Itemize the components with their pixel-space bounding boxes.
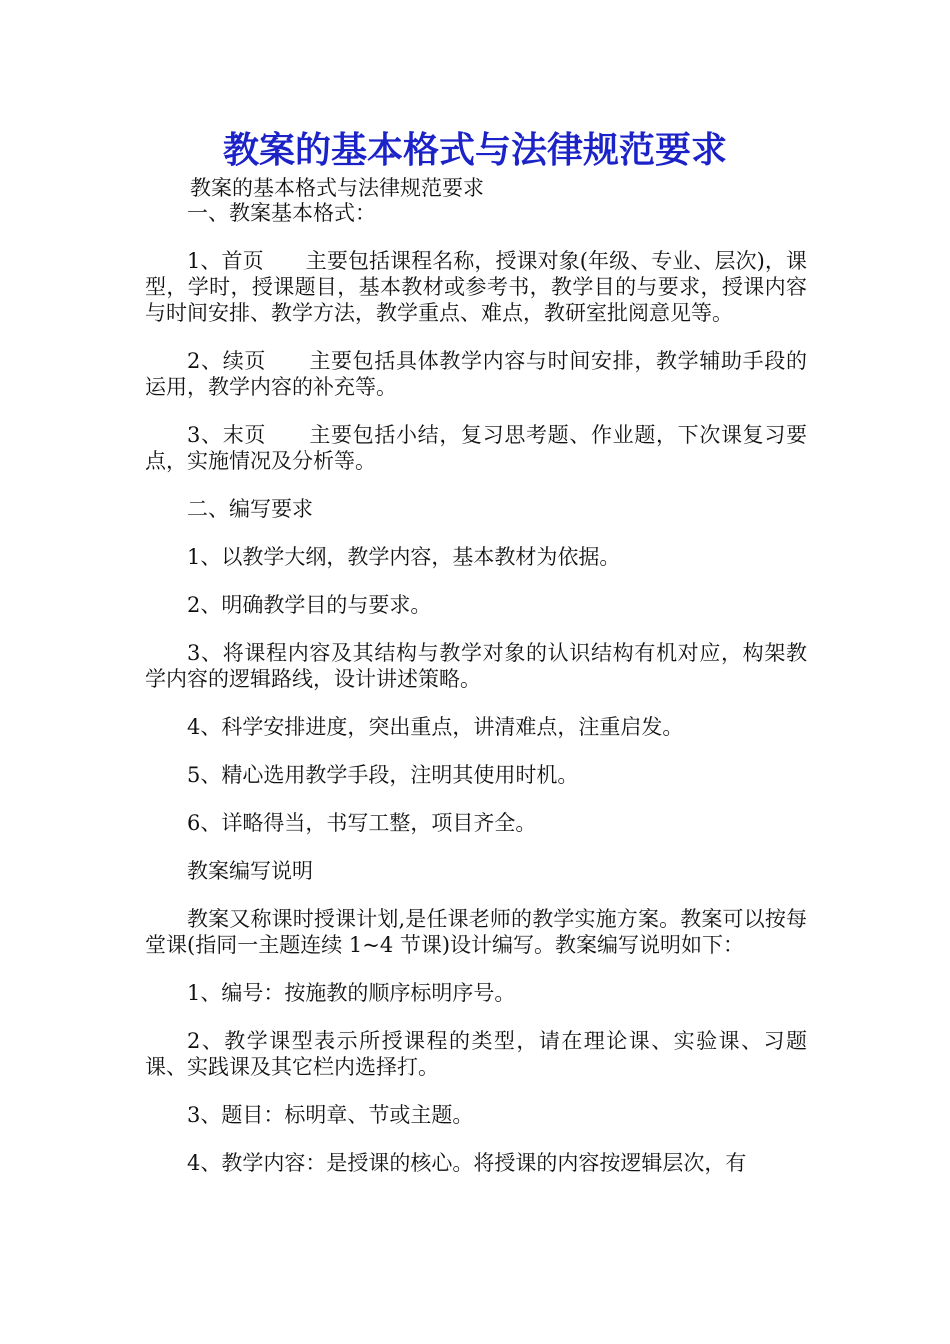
section-heading-3: 教案编写说明: [187, 859, 313, 883]
paragraph: 1、以教学大纲，教学内容，基本教材为依据。: [187, 545, 621, 569]
paragraph: 2、续页 主要包括具体教学内容与时间安排，教学辅助手段的运用，教学内容的补充等。: [145, 349, 807, 399]
paragraph: 1、首页 主要包括课程名称，授课对象(年级、专业、层次)，课型，学时，授课题目，基本教材或参考书，教学目的与要求，授课内容与时间安排、教学方法，教学重点、难点，教研室批阅意见等。: [145, 249, 807, 325]
paragraph: 5、精心选用教学手段，注明其使用时机。: [187, 763, 579, 787]
paragraph: 3、末页 主要包括小结，复习思考题、作业题，下次课复习要点，实施情况及分析等。: [145, 423, 807, 473]
paragraph: 3、将课程内容及其结构与教学对象的认识结构有机对应，构架教学内容的逻辑路线，设计讲述策略。: [145, 641, 807, 691]
document-body: [145, 200, 807, 1176]
paragraph: 4、教学内容：是授课的核心。将授课的内容按逻辑层次，有: [187, 1151, 747, 1175]
paragraph: 2、明确教学目的与要求。: [187, 593, 432, 617]
paragraph: 6、详略得当，书写工整，项目齐全。: [187, 811, 537, 835]
section-heading-1: 一、教案基本格式：: [187, 201, 376, 225]
paragraph: 1、编号：按施教的顺序标明序号。: [187, 981, 516, 1005]
paragraph: 教案又称课时授课计划,是任课老师的教学实施方案。教案可以按每堂课(指同一主题连续 1~4 节课)设计编写。教案编写说明如下：: [145, 907, 807, 957]
document-title: 教案的基本格式与法律规范要求: [222, 129, 727, 171]
paragraph: 2、教学课型表示所授课程的类型，请在理论课、实验课、习题课、实践课及其它栏内选择打。: [145, 1029, 807, 1079]
section-heading-2: 二、编写要求: [187, 497, 313, 521]
paragraph: 4、科学安排进度，突出重点，讲清难点，注重启发。: [187, 715, 684, 739]
document-subtitle: 教案的基本格式与法律规范要求: [190, 176, 484, 200]
paragraph: 3、题目：标明章、节或主题。: [187, 1103, 474, 1127]
